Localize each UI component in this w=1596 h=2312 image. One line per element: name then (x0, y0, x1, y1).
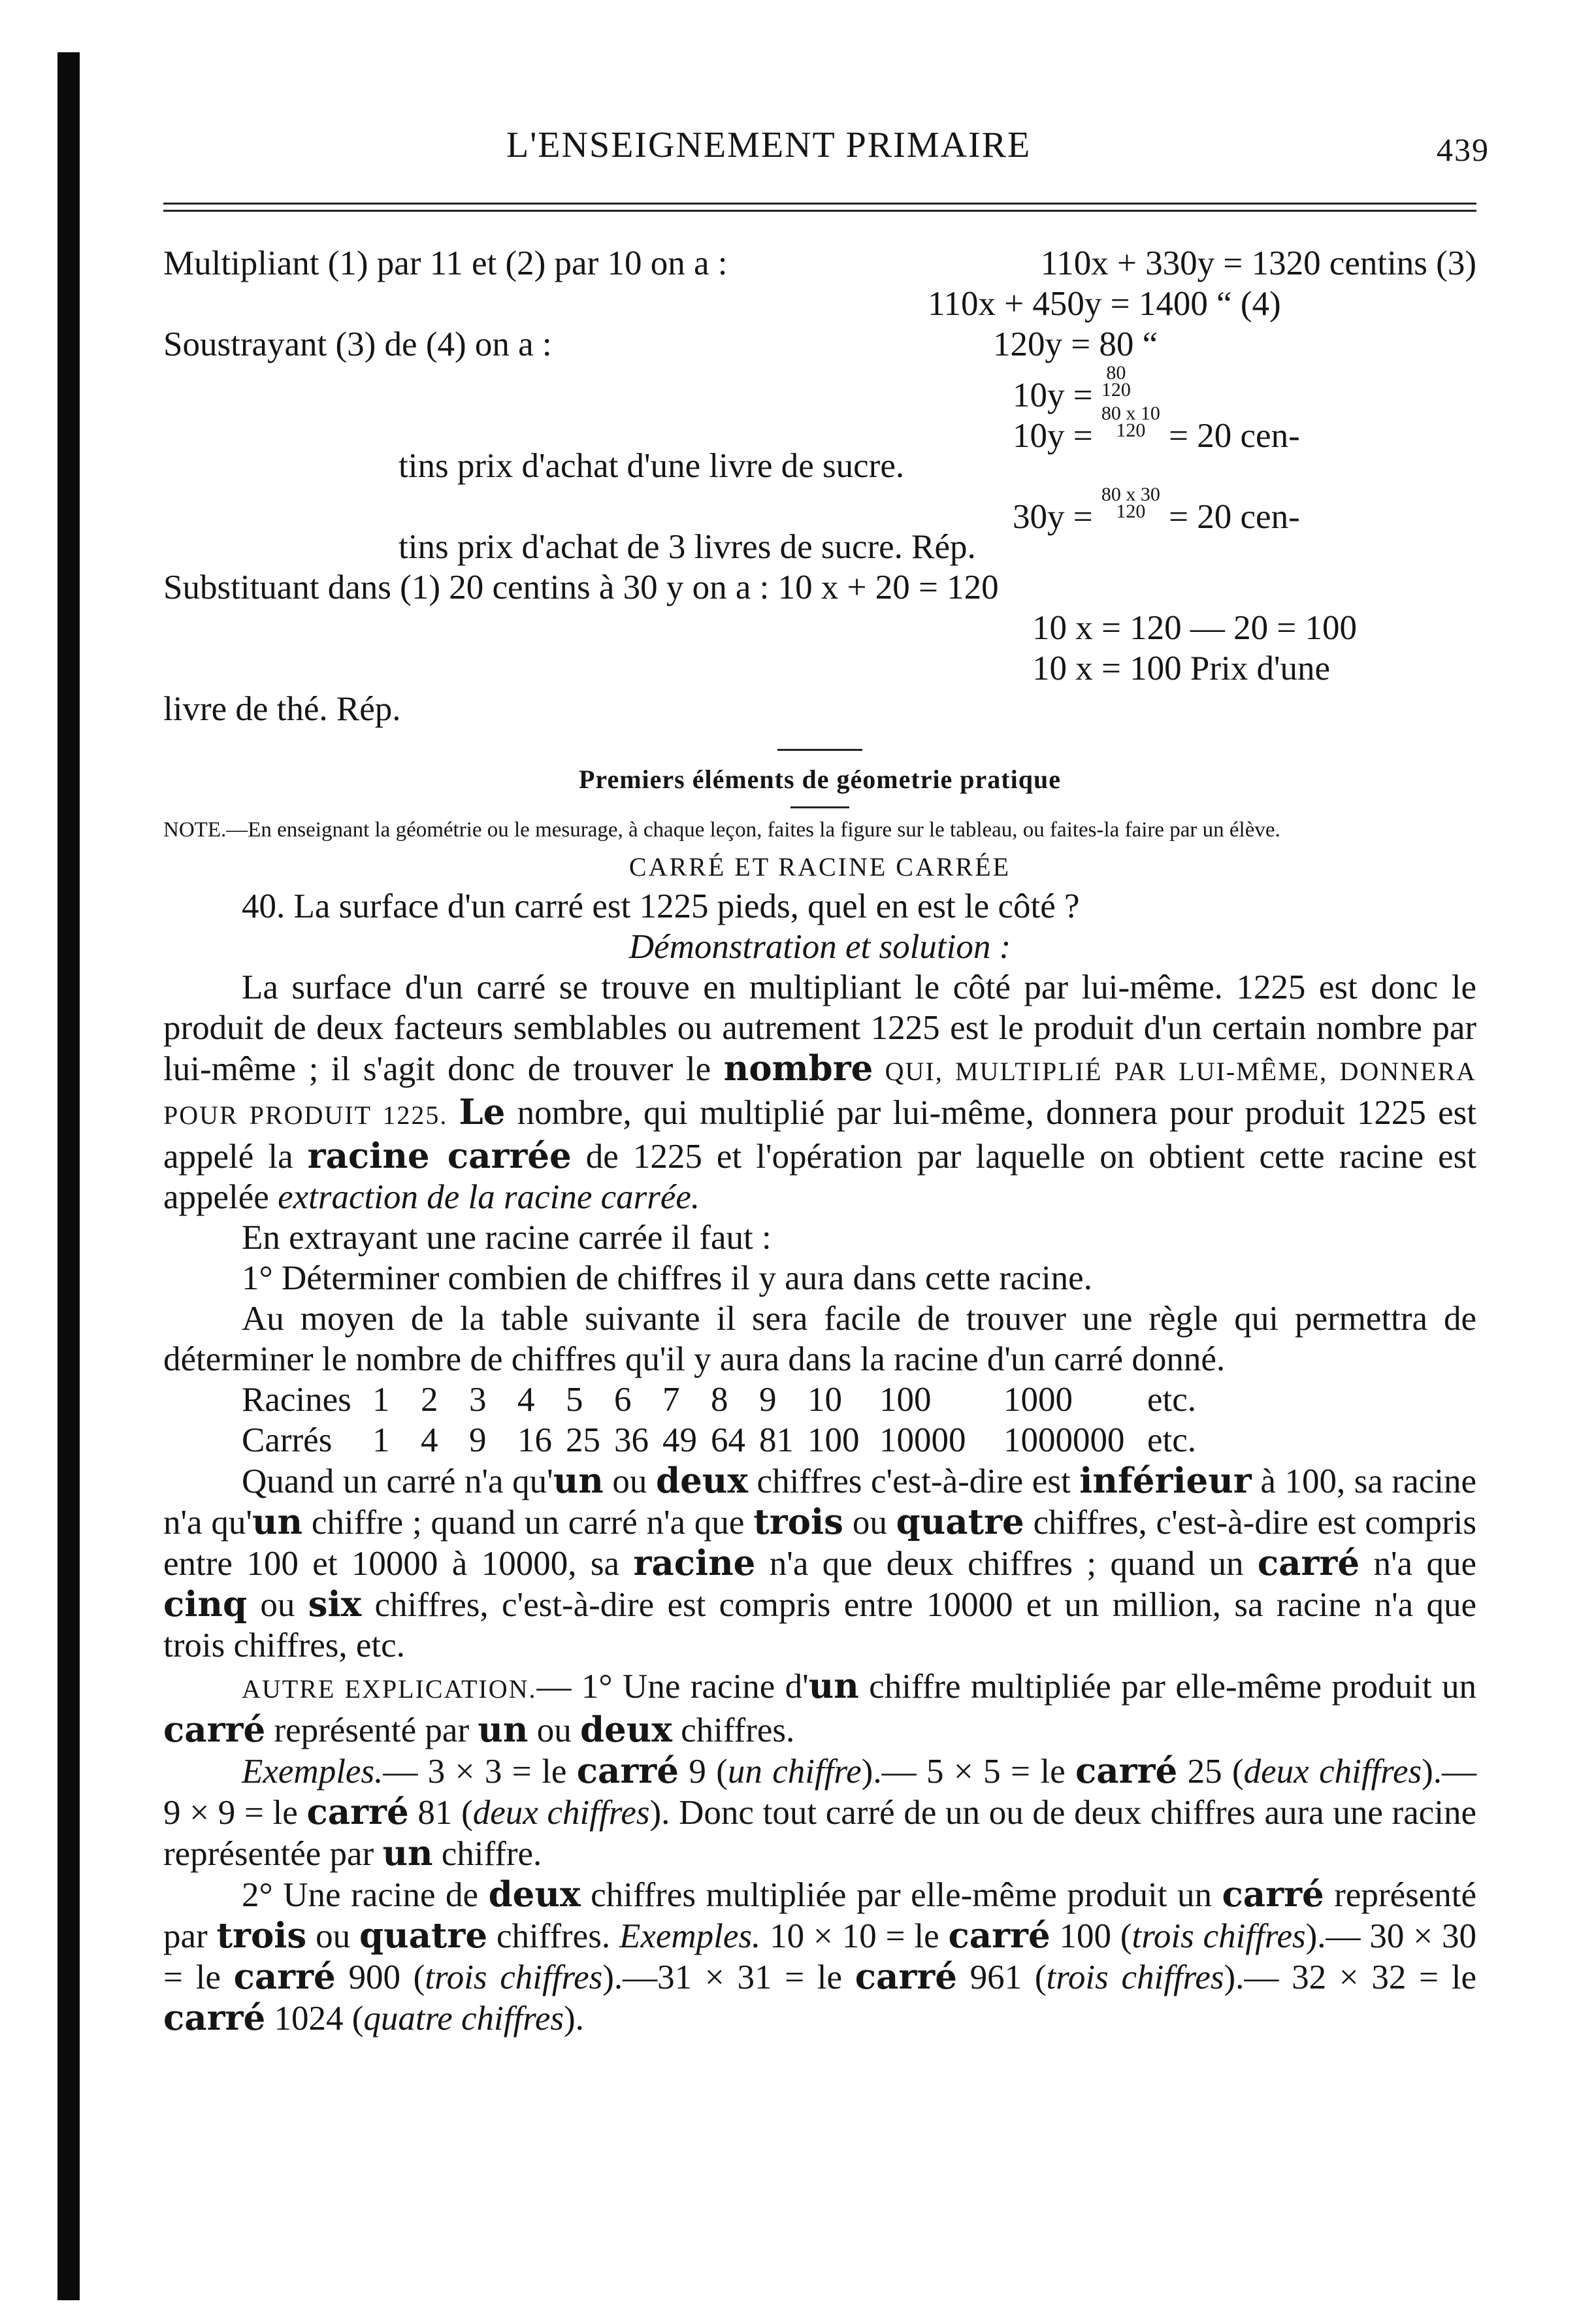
section-rule (777, 749, 862, 751)
text-run: chiffres, c'est-à-dire est compris entre 100 et 10000 à 10000, sa (163, 1504, 1477, 1583)
text-run: chiffres multipliée par elle-même produit un (580, 1876, 1222, 1914)
calc-text: tins prix d'achat de 3 livres de sucre. Rép. (399, 528, 976, 566)
text-run: représenté par (265, 1711, 478, 1749)
table-cell: 9 (759, 1381, 777, 1419)
bold-text: carré (1222, 1874, 1324, 1915)
italic-text: Exemples. (242, 1753, 383, 1791)
table-cell: 16 (517, 1421, 552, 1459)
text-run: ).— 32 × 32 = le (1224, 1958, 1476, 1996)
table-cell: 7 (662, 1381, 680, 1419)
calc-line (163, 484, 1476, 536)
table-cell: 1000000 (1003, 1421, 1125, 1459)
text-run: représenté par (163, 1876, 1477, 1955)
bold-text: carré (1257, 1543, 1360, 1583)
table-cell: 2 (421, 1381, 438, 1419)
squares-row (242, 1420, 1476, 1461)
equation: = 20 cen- (1169, 498, 1300, 536)
roots-row (242, 1379, 1476, 1420)
fraction (1101, 405, 1160, 439)
header-rule (163, 203, 1476, 212)
italic-text: extraction de la racine carrée. (278, 1178, 700, 1216)
fraction (1101, 362, 1131, 401)
row-label: Racines (242, 1381, 351, 1419)
calc-line (163, 324, 1476, 365)
equation: 10 x = 100 Prix d'une (1032, 650, 1331, 687)
table-cell: etc. (1147, 1421, 1197, 1459)
table-cell: 4 (421, 1421, 438, 1459)
subsection-heading: CARRÉ ET RACINE CARRÉE (628, 852, 1011, 882)
table-cell: 100 (807, 1421, 860, 1459)
denominator: 120 (1116, 420, 1146, 441)
text-run: 900 ( (335, 1958, 425, 1996)
text-run: ). Donc tout carré de un ou de deux chiffres aura une racine représentée par (163, 1794, 1477, 1873)
bold-text: carré (163, 1709, 266, 1750)
text-run: 961 ( (956, 1958, 1047, 1996)
numerator: 80 x 30 (1101, 484, 1160, 505)
paragraph: Au moyen de la table suivante il sera facile de trouver une règle qui permettra de déterminer le nombre de chiffres qu'il y aura dans la racine d'un carré donné. (163, 1300, 1476, 1378)
bold-text: carré (576, 1751, 679, 1791)
italic-text: trois chiffres (425, 1958, 603, 1996)
calc-line (163, 446, 1476, 486)
binding-edge (57, 52, 80, 2300)
text-run: ou (247, 1586, 308, 1624)
text-run: n'a que (1360, 1545, 1476, 1583)
bold-text: carré (306, 1792, 409, 1832)
equation: 120y = 80 “ (993, 325, 1158, 363)
text-run: chiffres. (672, 1711, 795, 1749)
text-run: 25 ( (1177, 1753, 1244, 1791)
bold-text: deux (579, 1709, 672, 1750)
table-cell: 64 (711, 1421, 745, 1459)
calc-line (163, 243, 1476, 284)
text-run: ou (528, 1711, 580, 1749)
bold-text: un (252, 1502, 303, 1542)
text-run: ).— 5 × 5 = le (861, 1753, 1075, 1791)
bold-text: inférieur (1079, 1461, 1252, 1501)
section-title: Premiers éléments de géometrie pratique (578, 765, 1061, 794)
bold-text: quatre (359, 1915, 488, 1956)
table-cell: 100 (879, 1381, 932, 1419)
paragraph (163, 1874, 1476, 2039)
bold-text: carré (855, 1957, 957, 1997)
equation: = 20 cen- (1169, 417, 1300, 455)
bold-text: nombre (723, 1048, 873, 1089)
equation: 10y = (1013, 417, 1093, 455)
note: NOTE.—En enseignant la géométrie ou le mesurage, à chaque leçon, faites la figure sur le tableau, ou faites-la faire par un élève. (163, 818, 1280, 842)
table-cell: 10 (807, 1381, 842, 1419)
text-run: ).—31 × 31 = le (602, 1958, 855, 1996)
text-run: 1024 ( (265, 2000, 364, 2038)
demo-heading: Démonstration et solution : (628, 928, 1011, 966)
denominator: 120 (1101, 379, 1131, 401)
text-run: chiffre multipliée par elle-même produit un (858, 1668, 1476, 1706)
text-run: ou (603, 1462, 657, 1500)
calc-line (163, 284, 1476, 324)
smallcaps-text: QUI, MULTIPLIÉ PAR LUI-MÊME, DONNERA POUR PRODUIT 1225. (163, 1057, 1476, 1130)
bold-text: carré (233, 1957, 336, 1997)
text-run: 81 ( (408, 1794, 473, 1832)
bold-text: racine carrée (307, 1136, 572, 1176)
bold-text: trois (216, 1915, 307, 1956)
denominator: 120 (1116, 501, 1146, 522)
bold-text: Le (459, 1092, 506, 1132)
paragraph (163, 967, 1476, 1217)
text-run: à 100, sa racine n'a qu' (163, 1462, 1477, 1542)
text-run: chiffre. (432, 1835, 542, 1873)
bold-text: cinq (163, 1584, 247, 1625)
bold-text: racine (633, 1543, 756, 1583)
question: 40. La surface d'un carré est 1225 pieds, quel en est le côté ? (242, 887, 1080, 925)
row-label: Carrés (242, 1421, 333, 1459)
bold-text: un (808, 1666, 859, 1706)
paragraph: En extrayant une racine carrée il faut : (242, 1219, 772, 1257)
text-run: ou (306, 1917, 360, 1955)
calc-text: Soustrayant (3) de (4) on a : (163, 325, 552, 363)
page-number: 439 (1437, 131, 1490, 168)
fraction (1101, 486, 1160, 520)
text-run: ou (843, 1504, 896, 1542)
calc-text: Substituant dans (1) 20 centins à 30 y on a : 10 x + 20 = 120 (163, 569, 999, 606)
smallcaps-text: AUTRE EXPLICATION. (242, 1674, 537, 1704)
equation: 110x + 450y = 1400 “ (4) (928, 285, 1281, 323)
bold-text: trois (753, 1502, 843, 1542)
text-run: ).— 30 × 30 = le (163, 1917, 1477, 1996)
paragraph (163, 1666, 1476, 1751)
text-run: chiffres c'est-à-dire est (747, 1462, 1080, 1500)
bold-text: un (553, 1461, 604, 1501)
paragraph (163, 1751, 1476, 1874)
text-run: — 1° Une racine d' (536, 1668, 809, 1706)
italic-text: quatre chiffres (363, 2000, 564, 2038)
calc-line (163, 608, 1476, 648)
text-run: 10 × 10 = le (760, 1917, 949, 1955)
table-cell: 1000 (1003, 1381, 1073, 1419)
table-cell: 4 (517, 1381, 535, 1419)
italic-text: Exemples. (619, 1917, 761, 1955)
bold-text: carré (163, 1998, 266, 2038)
table-cell: 81 (759, 1421, 794, 1459)
page (163, 124, 1490, 2039)
text-run: — 3 × 3 = le (383, 1753, 577, 1791)
calc-line (163, 403, 1476, 455)
table-cell: 25 (566, 1421, 600, 1459)
table-cell: 9 (469, 1421, 487, 1459)
text-run: Quand un carré n'a qu' (242, 1462, 553, 1500)
text-run: ).— 9 × 9 = le (163, 1753, 1476, 1832)
numerator: 80 x 10 (1101, 403, 1160, 424)
equation: 110x + 330y = 1320 centins (3) (1040, 244, 1476, 282)
calc-text: livre de thé. Rép. (163, 690, 401, 728)
text-run: chiffre ; quand un carré n'a que (302, 1504, 754, 1542)
calc-text: Multipliant (1) par 11 et (2) par 10 on a : (163, 244, 728, 282)
text-run: ). (564, 2000, 584, 2038)
table-cell: 5 (566, 1381, 583, 1419)
text-run: chiffres, c'est-à-dire est compris entre 10000 et un million, sa racine n'a que trois chiffres, etc. (163, 1586, 1477, 1664)
equation: 30y = (1013, 498, 1093, 536)
table-cell: etc. (1147, 1381, 1197, 1419)
table-cell: 36 (614, 1421, 649, 1459)
bold-text: carré (1075, 1751, 1178, 1791)
text-run: de 1225 et l'opération par laquelle on obtient cette racine est appelée (163, 1138, 1476, 1216)
calc-line (163, 527, 1476, 567)
equation: 10 x = 120 — 20 = 100 (1032, 609, 1358, 647)
bold-text: deux (488, 1874, 581, 1915)
page-header (163, 124, 1490, 176)
italic-text: trois chiffres (1132, 1917, 1306, 1955)
table-cell: 6 (614, 1381, 632, 1419)
table-cell: 8 (711, 1381, 728, 1419)
section-rule (790, 806, 849, 808)
table-cell: 10000 (879, 1421, 966, 1459)
bold-text: carré (948, 1915, 1050, 1956)
running-head: L'ENSEIGNEMENT PRIMAIRE (506, 125, 1032, 165)
text-run: La surface d'un carré se trouve en multipliant le côté par lui-même. 1225 est donc le produit de deux facteurs semblables ou autrement 1225 est le produit d'un certain nombre par lui-même ; il s'agit donc de trouver le (163, 968, 1476, 1088)
italic-text: deux chiffres (1243, 1753, 1422, 1791)
equation: 10y = (1013, 376, 1093, 414)
calc-line (163, 567, 1476, 608)
table-cell: 1 (372, 1421, 390, 1459)
bold-text: six (308, 1584, 362, 1625)
paragraph (163, 1461, 1476, 1666)
problem-block (163, 886, 1476, 2039)
calculation-block (163, 243, 1476, 729)
numerator: 80 (1106, 362, 1126, 384)
text-run: n'a que deux chiffres ; quand un (755, 1545, 1258, 1583)
bold-text: un (382, 1833, 433, 1874)
calc-line (163, 648, 1476, 689)
bold-text: un (478, 1709, 529, 1750)
table-cell: 3 (469, 1381, 487, 1419)
calc-text: tins prix d'achat d'une livre de sucre. (399, 447, 905, 485)
text-run: chiffres. (487, 1917, 619, 1955)
table-cell: 1 (372, 1381, 390, 1419)
bold-text: deux (656, 1461, 748, 1501)
italic-text: un chiffre (727, 1753, 862, 1791)
italic-text: trois chiffres (1046, 1958, 1224, 1996)
bold-text: quatre (896, 1502, 1024, 1542)
text-run: nombre, qui multiplié par lui-même, donnera pour produit 1225 est appelé la (163, 1094, 1476, 1176)
table-cell: 49 (662, 1421, 697, 1459)
text-run: 9 ( (678, 1753, 728, 1791)
text-run: 100 ( (1050, 1917, 1132, 1955)
paragraph: 1° Déterminer combien de chiffres il y aura dans cette racine. (242, 1259, 1092, 1297)
calc-line (163, 689, 1476, 729)
italic-text: deux chiffres (472, 1794, 650, 1832)
text-run: 2° Une racine de (242, 1876, 489, 1914)
